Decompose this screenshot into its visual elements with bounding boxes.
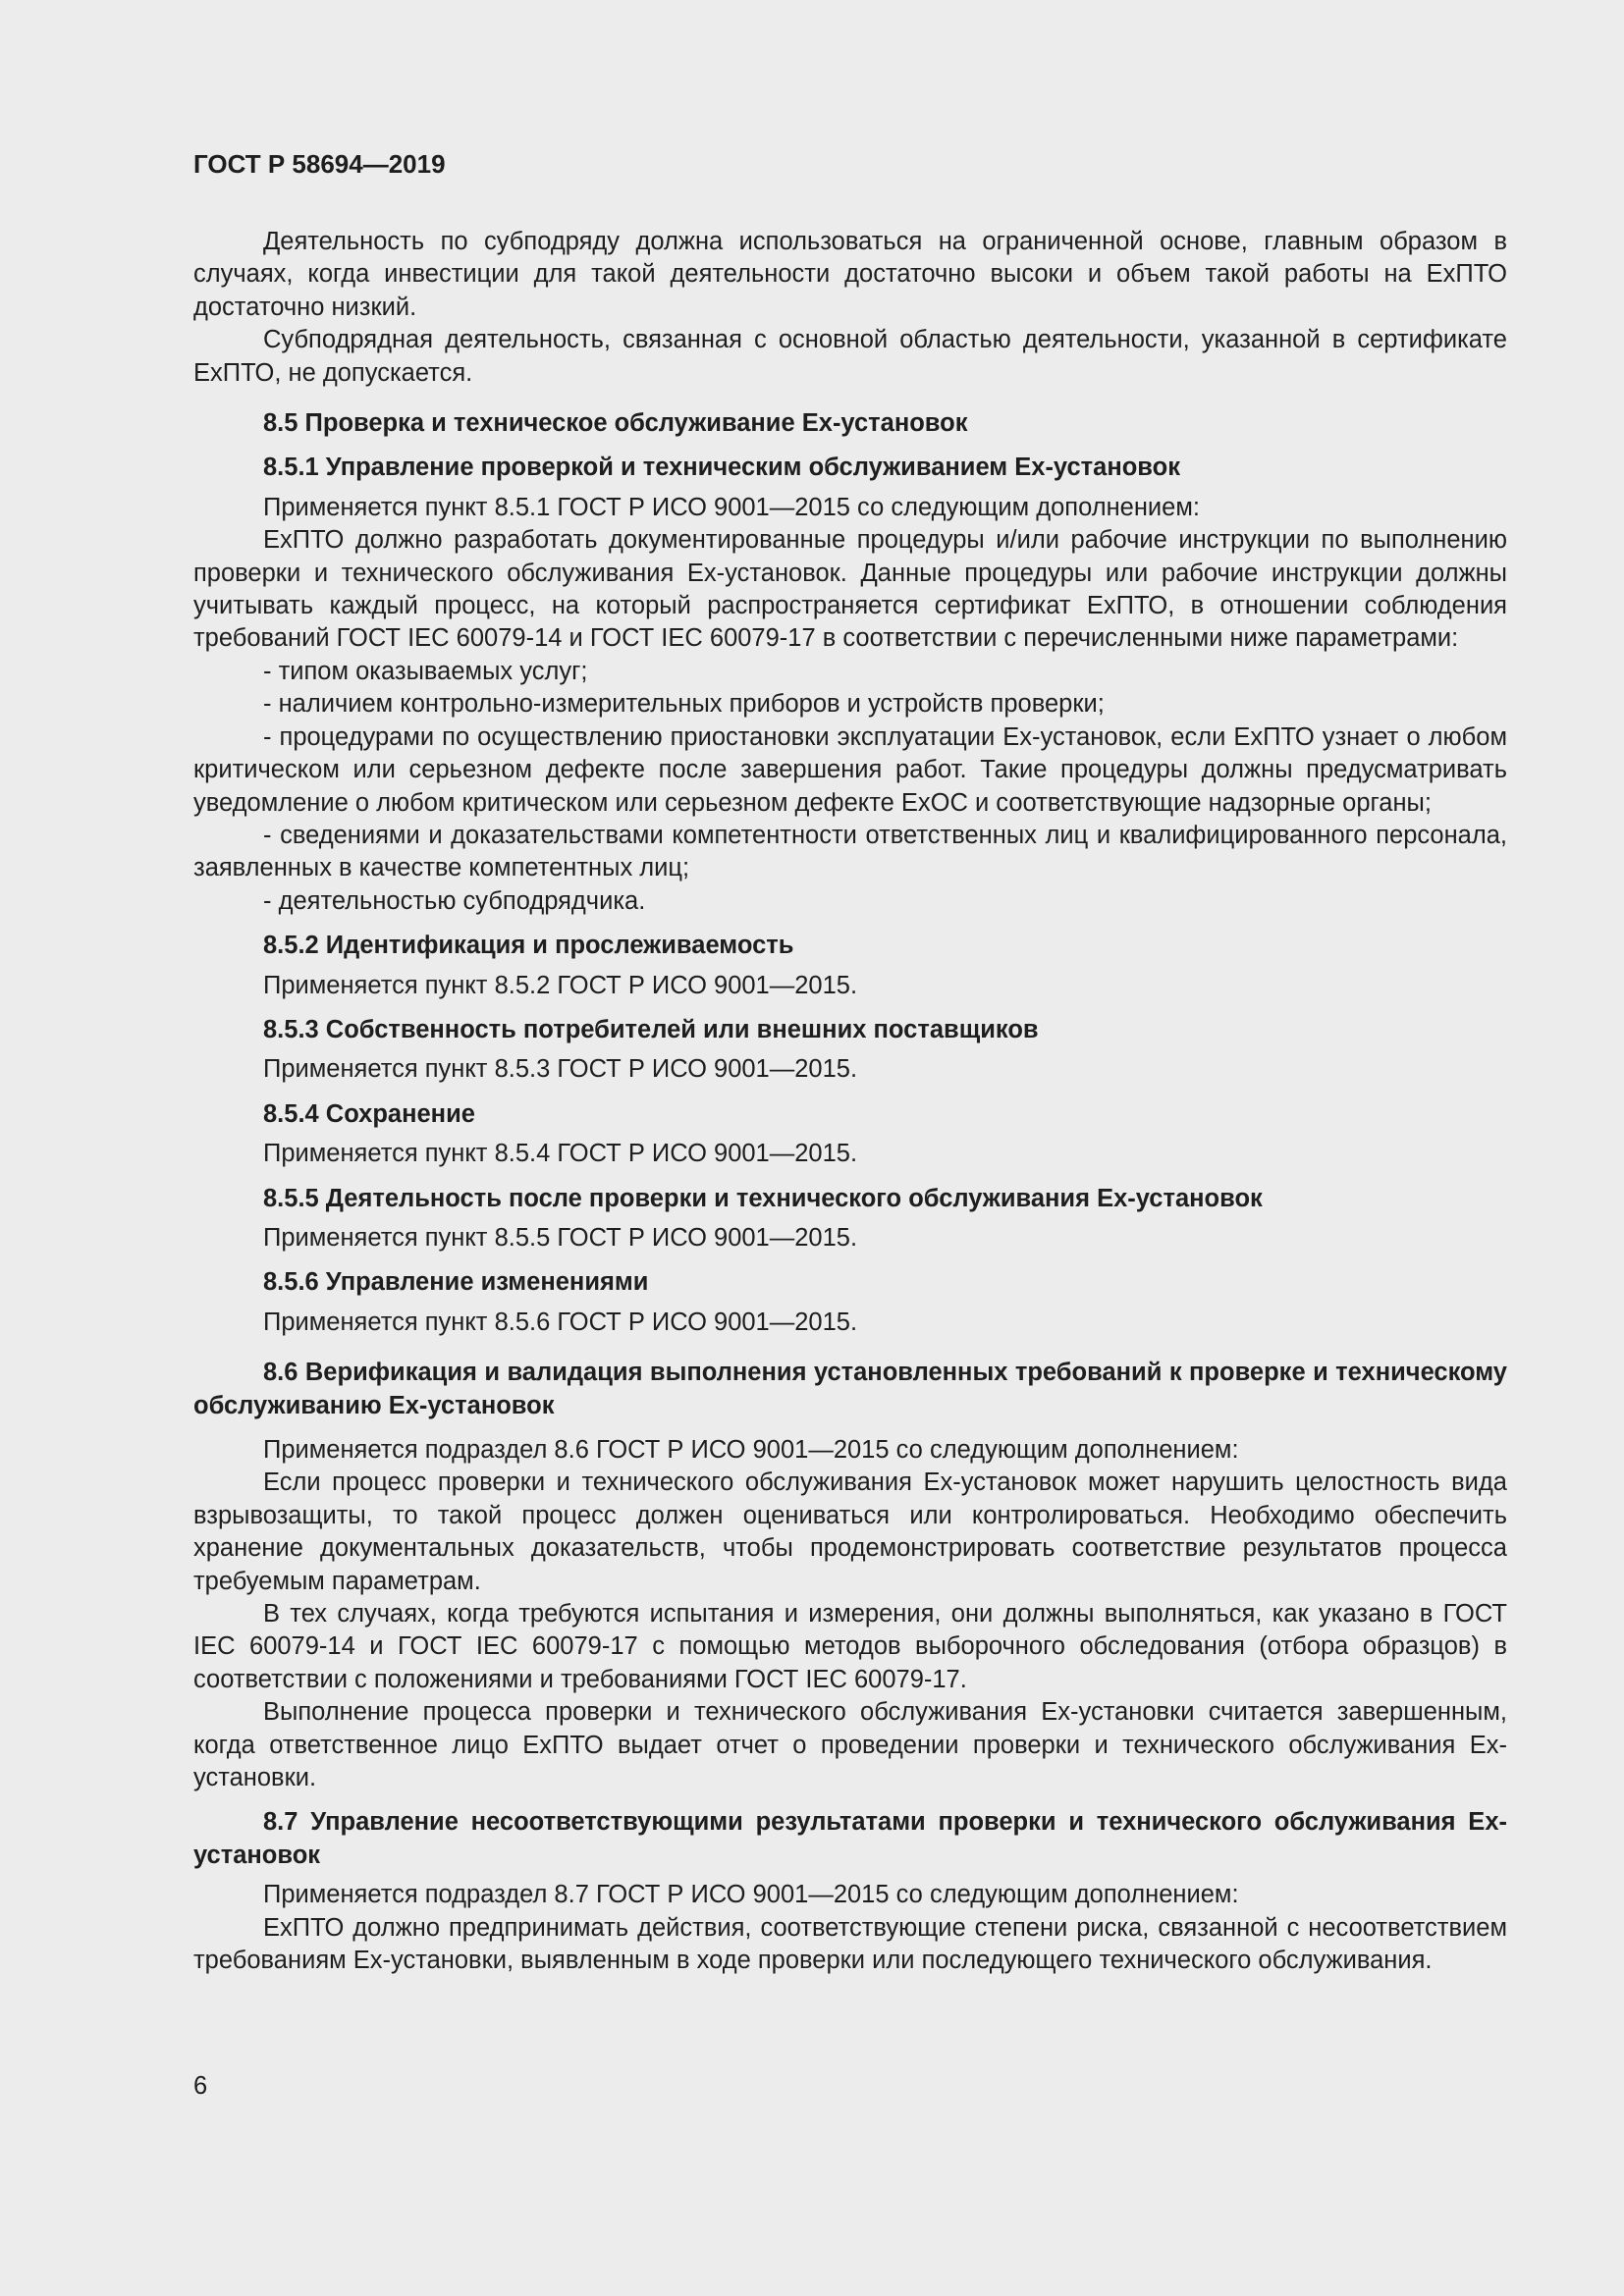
- subsection-heading-8-5-2: 8.5.2 Идентификация и прослеживаемость: [263, 932, 794, 960]
- paragraph: Выполнение процесса проверки и технического обслуживания Ex-установки считается завершенным, когда ответственное лицо ExПТО выдает отчет о проведении проверки и технического обслуживания Ex-установки.: [193, 1698, 1507, 1792]
- page-number: 6: [193, 2072, 208, 2100]
- paragraph: ExПТО должно разработать документированные процедуры и/или рабочие инструкции по выполнению проверки и технического обслуживания Ex-установок. Данные процедуры или рабочие инструкции должны учитывать каждый процесс, на который распространяется сертификат ExПТО, в отношении соблюдения требований ГОСТ IEC 60079-14 и ГОСТ IEC 60079-17 в соответствии с перечисленными ниже параметрами:: [193, 526, 1507, 653]
- paragraph: Если процесс проверки и технического обслуживания Ex-установок может нарушить целостность вида взрывозащиты, то такой процесс должен оцениваться или контролироваться. Необходимо обеспечить хранение документальных доказательств, чтобы продемонстрировать соответствие результатов процесса требуемым параметрам.: [193, 1468, 1507, 1595]
- section-heading-8-6: 8.6 Верификация и валидация выполнения установленных требований к проверке и техническому обслуживанию Ex-установок: [193, 1359, 1507, 1419]
- list-item: - наличием контрольно-измерительных приборов и устройств проверки;: [263, 690, 1105, 719]
- paragraph: Применяется пункт 8.5.6 ГОСТ Р ИСО 9001—2015.: [263, 1308, 858, 1336]
- subsection-heading-8-5-6: 8.5.6 Управление изменениями: [263, 1268, 649, 1297]
- list-item: - деятельностью субподрядчика.: [263, 886, 646, 915]
- list-item: - сведениями и доказательствами компетентности ответственных лиц и квалифицированного персонала, заявленных в качестве компетентных лиц;: [193, 821, 1507, 882]
- paragraph: ExПТО должно предпринимать действия, соответствующие степени риска, связанной с несоответствием требованиям Ex-установки, выявленным в ходе проверки или последующего технического обслуживания.: [193, 1913, 1507, 1975]
- paragraph: Применяется пункт 8.5.2 ГОСТ Р ИСО 9001—2015.: [263, 971, 858, 999]
- paragraph: Применяется пункт 8.5.4 ГОСТ Р ИСО 9001—2015.: [263, 1140, 858, 1168]
- subsection-heading-8-5-3: 8.5.3 Собственность потребителей или внешних поставщиков: [263, 1015, 1039, 1043]
- section-heading-8-7: 8.7 Управление несоответствующими результатами проверки и технического обслуживания Ex-установок: [193, 1808, 1507, 1869]
- paragraph: Применяется пункт 8.5.5 ГОСТ Р ИСО 9001—2015.: [263, 1223, 858, 1252]
- subsection-heading-8-5-5: 8.5.5 Деятельность после проверки и технического обслуживания Ex-установок: [263, 1184, 1263, 1212]
- subsection-heading-8-5-1: 8.5.1 Управление проверкой и техническим обслуживанием Ex-установок: [263, 454, 1180, 482]
- document-header: ГОСТ Р 58694—2019: [193, 149, 446, 179]
- subsection-heading-8-5-4: 8.5.4 Сохранение: [263, 1099, 475, 1128]
- list-item: - типом оказываемых услуг;: [263, 657, 588, 685]
- paragraph: Применяется пункт 8.5.3 ГОСТ Р ИСО 9001—2015.: [263, 1055, 858, 1084]
- paragraph: Субподрядная деятельность, связанная с основной областью деятельности, указанной в сертификате ExПТО, не допускается.: [193, 326, 1507, 387]
- section-heading-8-5: 8.5 Проверка и техническое обслуживание Ex-установок: [263, 409, 968, 438]
- document-page: [193, 147, 1507, 1978]
- paragraph: В тех случаях, когда требуются испытания и измерения, они должны выполняться, как указано в ГОСТ IEC 60079-14 и ГОСТ IEC 60079-17 с помощью методов выборочного обследования (отбора образцов) в соответствии с положениями и требованиями ГОСТ IEC 60079-17.: [193, 1600, 1507, 1693]
- paragraph: Применяется подраздел 8.6 ГОСТ Р ИСО 9001—2015 со следующим дополнением:: [263, 1436, 1239, 1464]
- paragraph: Применяется подраздел 8.7 ГОСТ Р ИСО 9001—2015 со следующим дополнением:: [263, 1881, 1239, 1909]
- list-item: - процедурами по осуществлению приостановки эксплуатации Ex-установок, если ExПТО узнает о любом критическом или серьезном дефекте после завершения работ. Такие процедуры должны предусматривать уведомление о любом критическом или серьезном дефекте ExOC и соответствующие надзорные органы;: [193, 722, 1507, 817]
- paragraph: Деятельность по субподряду должна использоваться на ограниченной основе, главным образом в случаях, когда инвестиции для такой деятельности достаточно высоки и объем такой работы на ExПТО достаточно низкий.: [193, 228, 1507, 321]
- paragraph: Применяется пункт 8.5.1 ГОСТ Р ИСО 9001—2015 со следующим дополнением:: [263, 493, 1200, 521]
